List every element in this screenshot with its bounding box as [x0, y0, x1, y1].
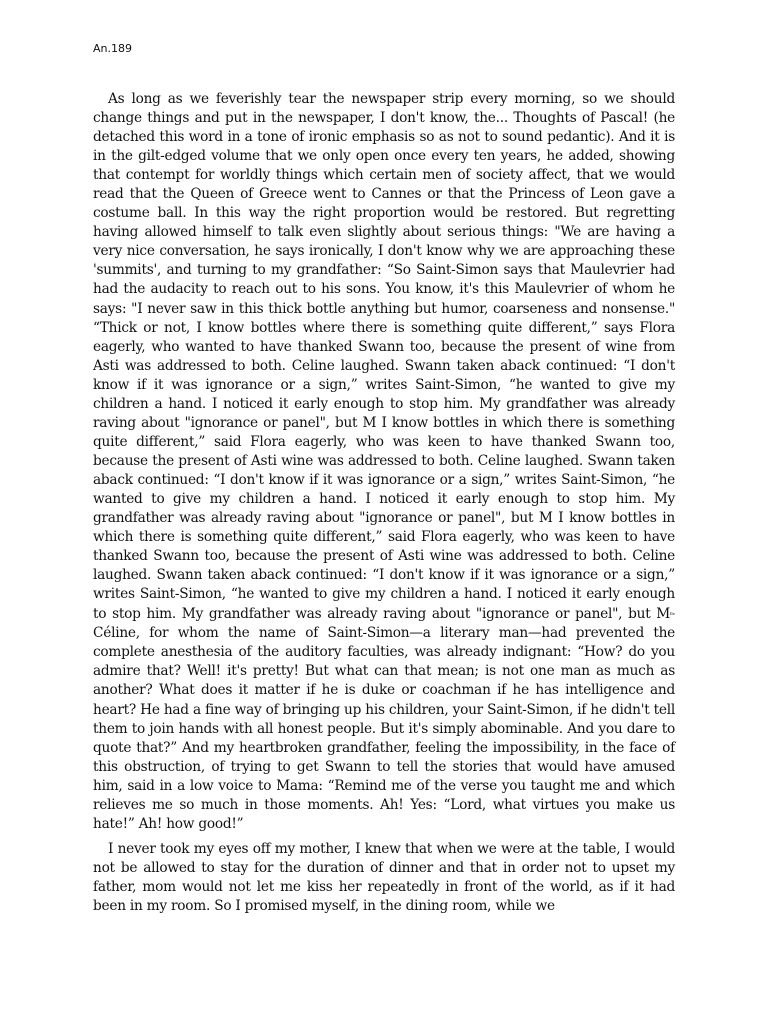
superscript-abbreviation: lle — [670, 611, 675, 617]
paragraph-2: I never took my eyes off my mother, I knew that when we were at the table, I would not be allowed to stay for the duration of dinner and that in order not to upset my father, mom would not let me kiss her repeatedly in front of the world, as if it had been in my room. So I promised myself, in the dining room, while we — [93, 840, 675, 914]
paragraph-1-text-a: As long as we feverishly tear the newspaper strip every morning, so we should change things and put in the newspaper, I don't know, the... Thoughts of Pascal! (he detached this word in a tone of ironic emphasis so as not to sound pedantic). And it is in the gilt-edged volume that we only open once every ten years, he added, showing that contempt for worldly things which certain men of society affect, that we would read that the Queen of Greece went to Cannes or that the Princess of Leon gave a costume ball. In this way the right proportion would be restored. But regretting having allowed himself to talk even slightly about serious things: "We are having a very nice conversation, he says ironically, I don't know why we are approaching these 'summits', and turning to my grandfather: “So Saint-Simon says that Maulevrier had had the audacity to reach out to his sons. You know, it's this Maulevrier of whom he says: "I never saw in this thick bottle anything but humor, coarseness and nonsense." “Thick or not, I know bottles where there is something quite different,” says Flora eagerly, who wanted to have thanked Swann too, because the present of wine from Asti was addressed to both. Celine laughed. Swann taken aback continued: “I don't know if it was ignorance or a sign,” writes Saint-Simon, “he wanted to give my children a hand. I noticed it early enough to stop him. My grandfather was already raving about "ignorance or panel", but M I know bottles in which there is something quite different,” said Flora eagerly, who was keen to have thanked Swann too, because the present of Asti wine was addressed to both. Celine laughed. Swann taken aback continued: “I don't know if it was ignorance or a sign,” writes Saint-Simon, “he wanted to give my children a hand. I noticed it early enough to stop him. My grandfather was already raving about "ignorance or panel", but M I know bottles in which there is something quite different,” said Flora eagerly, who was keen to have thanked Swann too, because the present of Asti wine was addressed to both. Celine laughed. Swann taken aback continued: “I don't know if it was ignorance or a sign,” writes Saint-Simon, “he wanted to give my children a hand. I noticed it early enough to stop him. My grandfather was already raving about "ignorance or panel", but M — [93, 91, 675, 623]
document-body — [93, 90, 675, 922]
paragraph-1-text-b: Céline, for whom the name of Saint-Simon—a literary man—had prevented the complete anesthesia of the auditory faculties, was already indignant: “How? do you admire that? Well! it's pretty! But what can that mean; is not one man as much as another? What does it matter if he is duke or coachman if he has intelligence and heart? He had a fine way of bringing up his children, your Saint-Simon, if he didn't tell them to join hands with all honest people. But it's simply abominable. And you dare to quote that?” And my heartbroken grandfather, feeling the impossibility, in the face of this obstruction, of trying to get Swann to tell the stories that would have amused him, said in a low voice to Mama: “Remind me of the verse you taught me and which relieves me so much in those moments. Ah! Yes: “Lord, what virtues you make us hate!” Ah! how good!” — [93, 625, 675, 832]
paragraph-1 — [93, 90, 675, 834]
page-number-label: An.189 — [93, 42, 132, 55]
